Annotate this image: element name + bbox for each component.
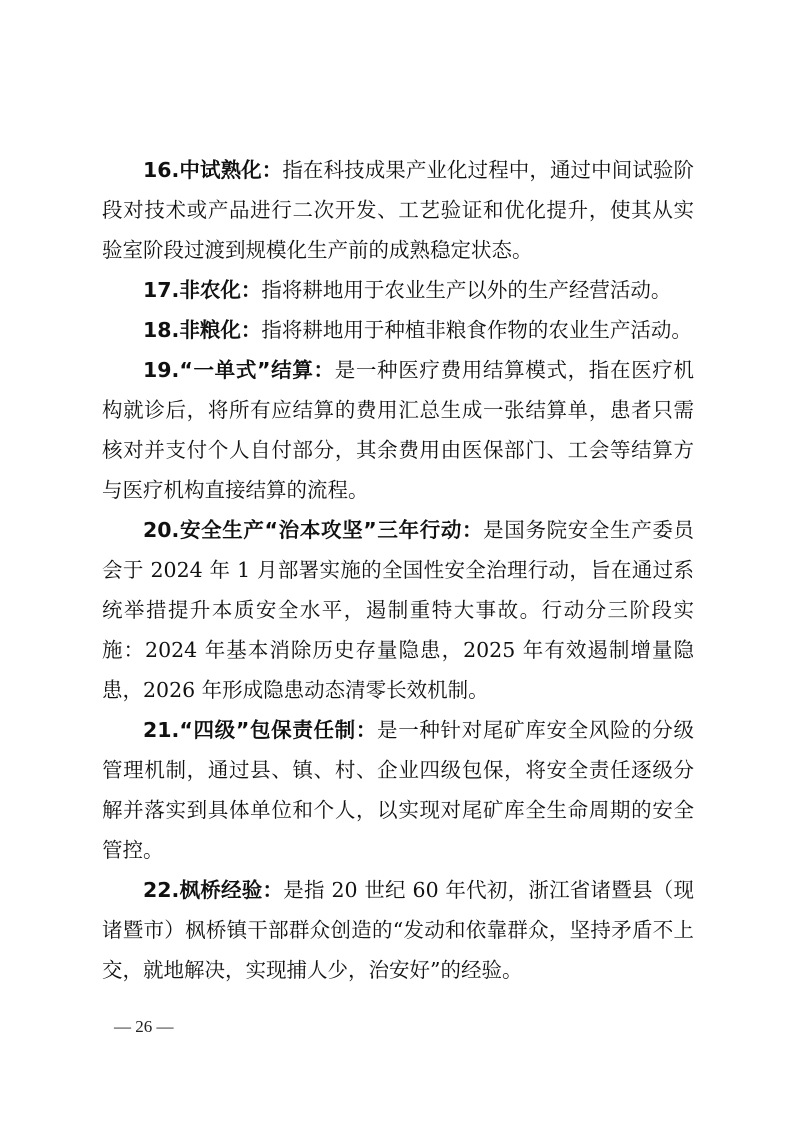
entry-term: 20.安全生产“治本攻坚”三年行动： [143,518,484,542]
glossary-entry-20 [102,510,694,710]
glossary-entry-21 [102,710,694,870]
entry-term: 21.“四级”包保责任制： [143,718,378,742]
glossary-content [102,150,694,990]
entry-definition: 指将耕地用于种植非粮食作物的农业生产活动。 [261,318,692,342]
entry-term: 17.非农化： [143,278,262,302]
entry-definition: 是指 20 世纪 60 年代初，浙江省诸暨县（现诸暨市）枫桥镇干部群众创造的“发动和依靠群众，坚持矛盾不上交，就地解决，实现捕人少，治安好”的经验。 [102,878,694,982]
page-number: — 26 — [114,1017,174,1036]
entry-term: 22.枫桥经验： [143,878,284,902]
entry-term: 18.非粮化： [143,318,262,342]
entry-definition: 是一种针对尾矿库安全风险的分级管理机制，通过县、镇、村、企业四级包保，将安全责任逐级分解并落实到具体单位和个人，以实现对尾矿库全生命周期的安全管控。 [102,718,695,862]
entry-term: 19.“一单式”结算： [143,358,335,382]
entry-definition: 是一种医疗费用结算模式，指在医疗机构就诊后，将所有应结算的费用汇总生成一张结算单，患者只需核对并支付个人自付部分，其余费用由医保部门、工会等结算方与医疗机构直接结算的流程。 [102,358,695,502]
entry-definition: 指将耕地用于农业生产以外的生产经营活动。 [261,278,672,302]
glossary-entry-18 [102,310,694,350]
entry-definition: 指在科技成果产业化过程中，通过中间试验阶段对技术或产品进行二次开发、工艺验证和优化提升，使其从实验室阶段过渡到规模化生产前的成熟稳定状态。 [102,158,694,262]
glossary-entry-16 [102,150,694,270]
entry-term: 16.中试熟化： [143,158,283,182]
glossary-entry-17 [102,270,694,310]
entry-definition: 是国务院安全生产委员会于 2024 年 1 月部署实施的全国性安全治理行动，旨在通过系统举措提升本质安全水平，遏制重特大事故。行动分三阶段实施：2024 年基本消除历史存量隐患，2025 年有效遏制增量隐患，2026 年形成隐患动态清零长效机制。 [102,518,695,702]
glossary-entry-22 [102,870,694,990]
glossary-entry-19 [102,350,694,510]
